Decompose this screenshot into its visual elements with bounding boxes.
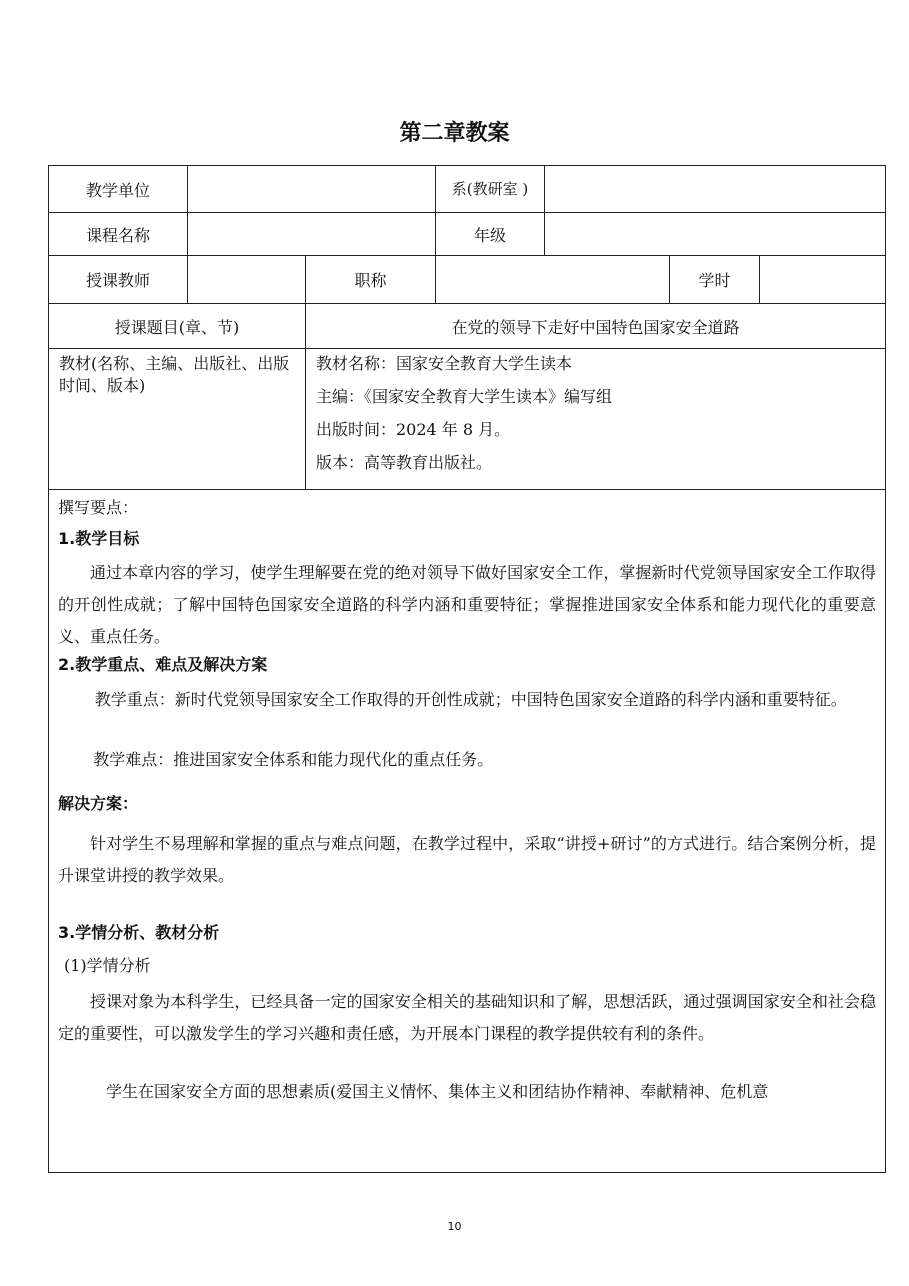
textbook-name: 教材名称：国家安全教育大学生读本	[316, 354, 573, 373]
topic-label: 授课题目(章、节)	[49, 304, 306, 349]
paragraph-ideological-quality: 学生在国家安全方面的思想素质(爱国主义情怀、集体主义和团结协作精神、奉献精神、危机意	[106, 1082, 769, 1101]
teacher-value	[188, 256, 306, 304]
grade-value	[545, 213, 886, 256]
paragraph-student-analysis: 授课对象为本科学生，已经具备一定的国家安全相关的基础知识和了解，思想活跃，通过强调国家安全和社会稳定的重要性，可以激发学生的学习兴趣和责任感，为开展本门课程的教学提供较有利的条件。	[58, 992, 877, 1043]
heading-key-points: 2.教学重点、难点及解决方案	[58, 655, 268, 674]
textbook-label: 教材(名称、主编、出版社、出版时间、版本)	[49, 349, 306, 490]
topic-value: 在党的领导下走好中国特色国家安全道路	[306, 304, 886, 349]
teaching-unit-value	[188, 166, 436, 213]
row-textbook	[49, 349, 886, 490]
course-name-label: 课程名称	[49, 213, 188, 256]
course-name-value	[188, 213, 436, 256]
paragraph-solution: 针对学生不易理解和掌握的重点与难点问题，在教学过程中，采取“讲授+研讨”的方式进行。结合案例分析，提升课堂讲授的教学效果。	[58, 834, 877, 885]
teaching-unit-label: 教学单位	[49, 166, 188, 213]
page-number: 10	[447, 1220, 462, 1233]
heading-teaching-objectives: 1.教学目标	[58, 529, 140, 548]
document-title: 第二章教案	[399, 121, 510, 146]
title-rank-label: 职称	[306, 256, 436, 304]
textbook-publish-date: 出版时间：2024 年 8 月。	[316, 420, 511, 439]
paragraph-difficulties: 教学难点：推进国家安全体系和能力现代化的重点任务。	[93, 750, 494, 769]
subheading-student-analysis: (1)学情分析	[64, 956, 151, 975]
textbook-details	[306, 349, 886, 490]
hours-label: 学时	[670, 256, 760, 304]
textbook-edition: 版本：高等教育出版社。	[316, 453, 493, 472]
department-label: 系(教研室 )	[436, 166, 545, 213]
row-teacher	[49, 256, 886, 304]
row-course	[49, 213, 886, 256]
row-unit	[49, 166, 886, 213]
hours-value	[760, 256, 886, 304]
teacher-label: 授课教师	[49, 256, 188, 304]
paragraph-key-points: 教学重点：新时代党领导国家安全工作取得的开创性成就；中国特色国家安全道路的科学内涵和重要特征。	[94, 690, 847, 709]
heading-solution: 解决方案：	[58, 794, 139, 813]
writing-notes-cell	[49, 490, 886, 1173]
lesson-plan-table	[48, 165, 886, 1173]
grade-label: 年级	[436, 213, 545, 256]
row-notes	[49, 490, 886, 1173]
paragraph-objectives: 通过本章内容的学习，使学生理解要在党的绝对领导下做好国家安全工作，掌握新时代党领导国家安全工作取得的开创性成就；了解中国特色国家安全道路的科学内涵和重要特征；掌握推进国家安全体系和能力现代化的重要意义、重点任务。	[58, 563, 877, 646]
row-topic	[49, 304, 886, 349]
department-value	[545, 166, 886, 213]
notes-intro: 撰写要点：	[58, 498, 139, 517]
textbook-editor: 主编：《国家安全教育大学生读本》编写组	[316, 387, 613, 406]
heading-analysis: 3.学情分析、教材分析	[58, 923, 220, 942]
title-rank-value	[436, 256, 670, 304]
